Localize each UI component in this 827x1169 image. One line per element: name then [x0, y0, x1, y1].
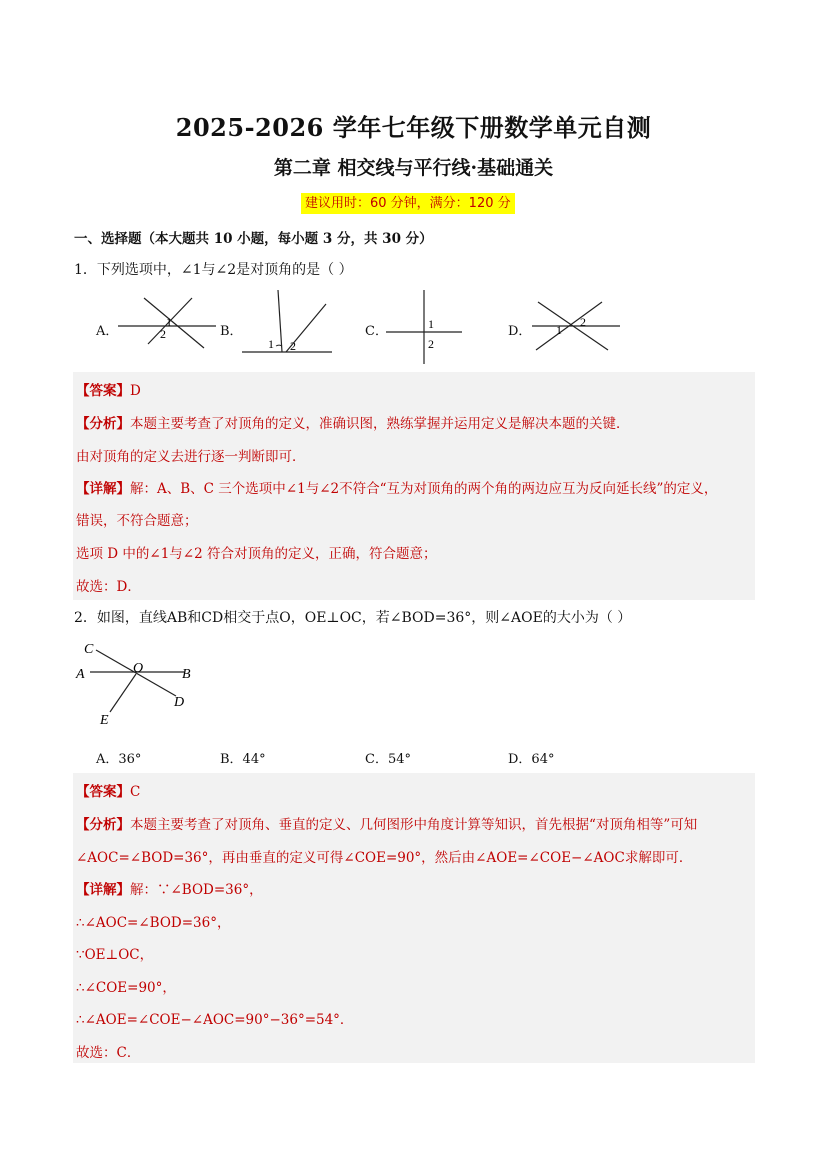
- question-1-stem: 1．下列选项中，∠1与∠2是对顶角的是（ ）: [74, 262, 353, 278]
- q2-detail-5: ∴∠AOE=∠COE−∠AOC=90°−36°=54°．: [76, 1012, 354, 1028]
- section-heading: 一、选择题（本大题共 10 小题，每小题 3 分，共 30 分）: [74, 231, 433, 247]
- q1-option-b-label: B．: [220, 324, 243, 339]
- q2-label-e: E: [100, 713, 109, 728]
- fig-b-label-2: 2: [290, 339, 296, 353]
- q1-figure-a: [118, 292, 218, 352]
- q2-answer: 【答案】C: [76, 784, 141, 800]
- page-title: 2025-2026 学年七年级下册数学单元自测: [175, 113, 652, 142]
- q1-option-d-label: D．: [508, 324, 532, 339]
- q2-figure: [72, 636, 202, 728]
- q1-figure-c: [386, 288, 466, 364]
- q2-label-d: D: [174, 695, 185, 710]
- q1-option-c-label: C．: [365, 324, 388, 339]
- fig-c-label-1: 1: [428, 317, 434, 331]
- fig-d-label-2: 2: [580, 315, 586, 329]
- q1-option-a-label: A．: [96, 324, 119, 339]
- q2-detail-2: ∴∠AOC=∠BOD=36°，: [76, 915, 231, 931]
- q1-conclusion: 故选：D．: [76, 579, 141, 595]
- q1-answer: 【答案】D: [76, 383, 141, 399]
- fig-a-label-1: 1: [166, 315, 172, 329]
- q2-detail-3: ∵OE⊥OC，: [76, 947, 154, 963]
- q2-analysis-2: ∠AOC=∠BOD=36°，再由垂直的定义可得∠COE=90°，然后由∠AOE=∠COE−∠AOC求解即可．: [76, 850, 693, 866]
- chapter-subtitle: 第二章 相交线与平行线·基础通关: [273, 157, 554, 179]
- q2-label-o: O: [133, 661, 144, 676]
- q2-label-b: B: [182, 667, 191, 682]
- q2-option-d: D．64°: [508, 752, 555, 767]
- q2-label-c: C: [84, 642, 94, 657]
- q2-conclusion: 故选：C．: [76, 1045, 141, 1061]
- time-limit-badge: 建议用时：60 分钟，满分：120 分: [301, 193, 515, 214]
- q2-detail-4: ∴∠COE=90°，: [76, 980, 176, 996]
- fig-d-label-1: 1: [556, 323, 562, 337]
- q2-option-b: B．44°: [220, 752, 266, 767]
- q2-option-c: C．54°: [365, 752, 411, 767]
- q1-detail-2: 错误，不符合题意；: [76, 513, 198, 529]
- fig-c-label-2: 2: [428, 337, 434, 351]
- q1-analysis: 【分析】本题主要考查了对顶角的定义，准确识图，熟练掌握并运用定义是解决本题的关键．: [76, 416, 630, 432]
- q1-detail-1: 【详解】解：A、B、C 三个选项中∠1与∠2不符合“互为对顶角的两个角的两边应互为反向延长线”的定义，: [76, 481, 718, 497]
- q2-analysis: 【分析】本题主要考查了对顶角、垂直的定义、几何图形中角度计算等知识，首先根据“对顶角相等”可知: [76, 817, 698, 833]
- q2-option-a: A．36°: [96, 752, 142, 767]
- q2-label-a: A: [76, 667, 85, 682]
- q1-figure-b: [242, 290, 337, 358]
- fig-a-label-2: 2: [160, 327, 166, 341]
- q1-figure-d: [532, 298, 624, 354]
- question-2-stem: 2．如图，直线AB和CD相交于点O，OE⊥OC，若∠BOD=36°，则∠AOE的大小为（ ）: [74, 610, 632, 626]
- q1-detail-3: 选项 D 中的∠1与∠2 符合对顶角的定义，正确，符合题意；: [76, 546, 437, 562]
- q1-analysis-2: 由对顶角的定义去进行逐一判断即可．: [76, 449, 306, 465]
- q2-detail-1: 【详解】解：∵∠BOD=36°，: [76, 882, 263, 898]
- fig-b-label-1: 1: [268, 337, 274, 351]
